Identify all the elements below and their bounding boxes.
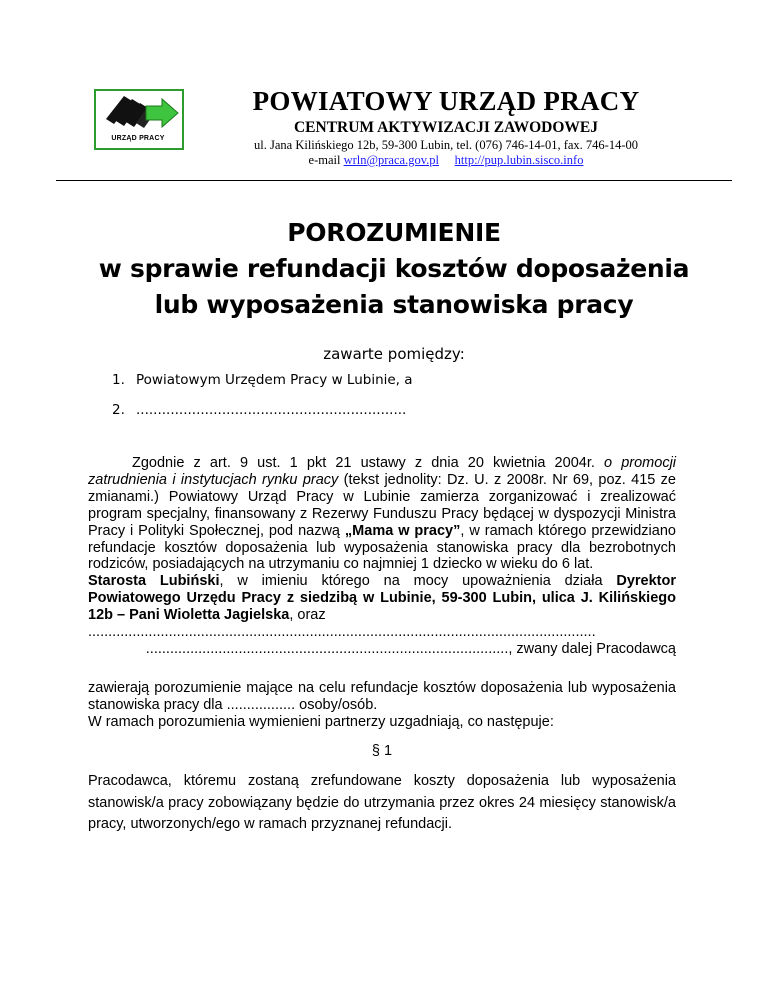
paragraph-purpose: zawierają porozumienie mające na celu refundacje kosztów doposażenia lub wyposażenia stanowiska pracy dla ................. osoby/osób.: [88, 680, 676, 713]
header-divider: [56, 180, 732, 181]
document-title-line2: w sprawie refundacji kosztów doposażenia: [98, 254, 690, 283]
employer-dots-line-2: .........................................................................................., zwany dalej Pracodawcą: [145, 640, 676, 657]
legal-intro: Zgodnie z art. 9 ust. 1 pkt 21 ustawy z dnia 20 kwietnia 2004r.: [132, 455, 595, 471]
program-name: „Mama w pracy”: [344, 522, 461, 539]
website-link[interactable]: http://pup.lubin.sisco.info: [454, 153, 584, 167]
paragraph-legal-basis: [88, 455, 676, 573]
legal-details: (tekst jednolity: Dz. U. z 2008r. Nr 69, poz. 415 ze zmianami.) Powiatowy Urząd Pracy w Lubinie zamierza zorganizować i zrealizować program specjalny, finansowany z Rezerwy Funduszu Pracy będącej w dyspozycji Ministra Pracy i Polityki Społecznej, pod nazwą: [88, 471, 676, 539]
logo-text: URZĄD PRACY: [111, 135, 165, 142]
email-label: e-mail: [308, 153, 344, 167]
agreement-purpose: [88, 680, 676, 731]
between-label: zawarte pomiędzy:: [323, 345, 465, 363]
party-text: Powiatowym Urzędem Pracy w Lubinie, a: [136, 372, 413, 388]
program-details: , w ramach którego przewidziano refundacje kosztów doposażenia lub wyposażenia stanowiska pracy dla bezrobotnych rodziców, posiadających na utrzymaniu co najmniej 1 dziecko w wieku do 6 lat.: [88, 522, 676, 573]
party-number: 2.: [112, 402, 125, 418]
party-text: ...............................................................: [136, 402, 407, 418]
representative-end: , oraz: [289, 607, 326, 624]
office-subtitle: CENTRUM AKTYWIZACJI ZAWODOWEJ: [293, 119, 598, 136]
employer-dots-line: ..............................................................................................................................: [88, 624, 596, 641]
law-title: o promocji zatrudnienia i instytucjach rynku pracy: [88, 455, 677, 488]
office-logo: [94, 89, 184, 150]
office-address: ul. Jana Kilińskiego 12b, 59-300 Lubin, tel. (076) 746-14-01, fax. 746-14-00: [254, 138, 638, 152]
agreement-intro: [88, 455, 676, 658]
email-link[interactable]: wrln@praca.gov.pl: [343, 153, 439, 167]
director-name: Dyrektor Powiatowego Urzędu Pracy z siedzibą w Lubinie, 59-300 Lubin, ulica J. Kilińskiego 12b – Pani Wioletta Jagielska: [88, 573, 676, 624]
representative-mid: , w imieniu którego na mocy upoważnienia działa: [219, 573, 617, 590]
document-title-line3: lub wyposażenia stanowiska pracy: [154, 290, 634, 319]
starosta-name: Starosta Lubiński: [88, 573, 220, 590]
section-1-text: Pracodawca, któremu zostaną zrefundowane koszty doposażenia lub wyposażenia stanowisk/a pracy zobowiązany będzie do utrzymania przez okres 24 miesięcy stanowisk/a pracy, utworzonych/ego w ramach przyznanej refundacji.: [88, 773, 676, 832]
party-number: 1.: [112, 372, 125, 388]
office-title: POWIATOWY URZĄD PRACY: [252, 86, 640, 116]
section-1-heading: § 1: [371, 743, 393, 759]
party-item: [112, 372, 413, 388]
paragraph-arrangement: W ramach porozumienia wymienieni partnerzy uzgadniają, co następuje:: [88, 713, 554, 730]
party-item: [112, 402, 406, 418]
office-contact: [196, 153, 696, 168]
paragraph-representative: [88, 573, 676, 624]
document-title: POROZUMIENIE: [287, 218, 501, 247]
